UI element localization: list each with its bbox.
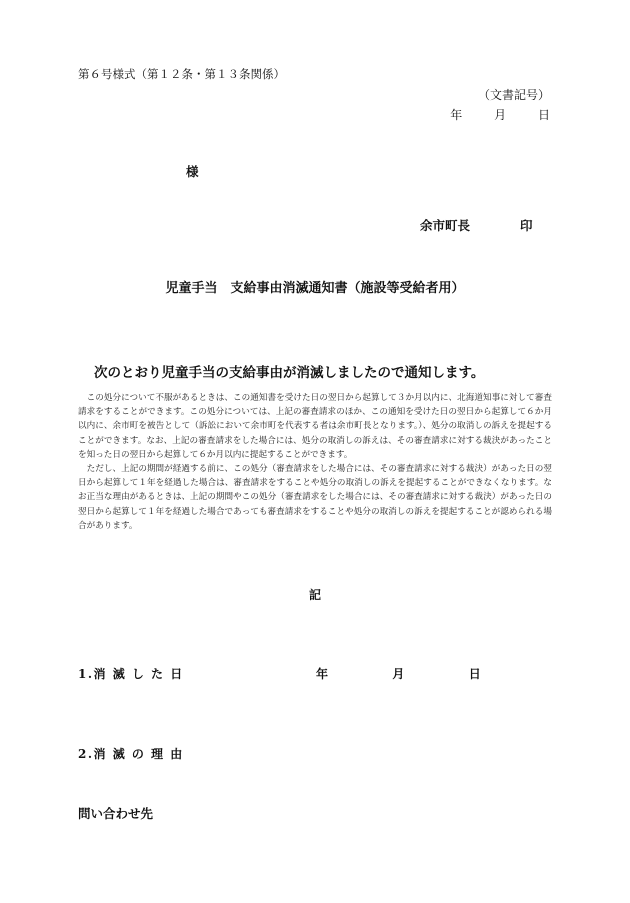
- extinction-date-day: 日: [468, 667, 481, 681]
- seal-mark: 印: [520, 218, 533, 233]
- document-title: 児童手当 支給事由消滅通知書（施設等受給者用）: [165, 281, 465, 296]
- extinction-date: [316, 665, 481, 682]
- ki-label: 記: [308, 588, 321, 602]
- document-number: （文書記号）: [477, 88, 550, 102]
- extinction-reason-label: 2.消 滅 の 理 由: [78, 747, 184, 761]
- issue-date-day: 日: [537, 108, 550, 122]
- appeal-notice-paragraph-1: この処分について不服があるときは、この通知書を受けた日の翌日から起算して３か月以内に、北海道知事に対して審査請求をすることができます。この処分については、上記の審査請求のほか、この通知を受けた日の翌日から起算して６か月以内に、余市町を被告として（訴訟において余市町を代表する者は余市町長となります。）、処分の取消しの訴えを提起することができます。なお、上記の審査請求をした場合には、処分の取消しの訴えは、その審査請求に対する裁決があったことを知った日の翌日から起算して６か月以内に提起することができます。: [78, 393, 552, 460]
- issuer-mayor: 余市町長: [420, 218, 471, 233]
- issue-date: [450, 106, 550, 123]
- appeal-notice-paragraph-2: ただし、上記の期間が経過する前に、この処分（審査請求をした場合には、その審査請求に対する裁決）があった日の翌日から起算して１年を経過した場合は、審査請求をすることや処分の取消しの訴えを提起することができなくなります。なお正当な理由があるときは、上記の期間やこの処分（審査請求をした場合には、その審査請求に対する裁決）があった日の翌日から起算して１年を経過した場合であっても審査請求をすることや処分の取消しの訴えを提起することが認められる場合があります。: [78, 464, 552, 531]
- extinction-date-month: 月: [392, 667, 405, 681]
- extinction-date-year: 年: [316, 667, 329, 681]
- issue-date-month: 月: [494, 108, 507, 122]
- contact-label: 問い合わせ先: [78, 806, 154, 821]
- form-number: 第６号様式（第１２条・第１３条関係）: [78, 67, 285, 81]
- lead-sentence: 次のとおり児童手当の支給事由が消滅しましたので通知します。: [94, 365, 485, 381]
- issue-date-year: 年: [450, 108, 463, 122]
- addressee-honorific: 様: [186, 164, 199, 179]
- extinction-date-label: 1.消 滅 し た 日: [78, 667, 184, 681]
- appeal-notice: [78, 391, 552, 533]
